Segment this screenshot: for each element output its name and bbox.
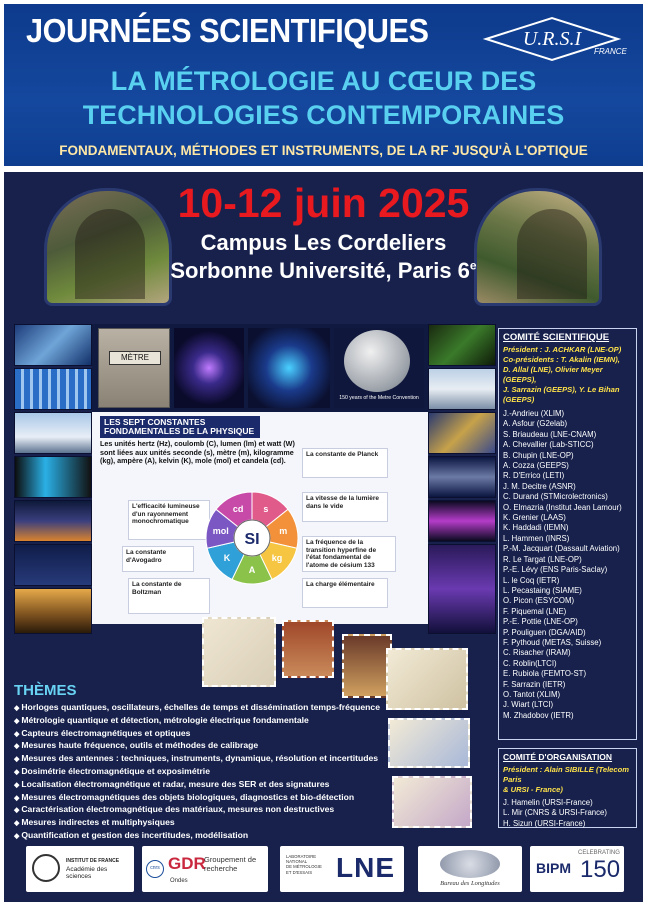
title-line-a: LA MÉTROLOGIE AU CŒUR DES xyxy=(110,66,537,96)
theme-item xyxy=(14,804,370,817)
theme-text: Métrologie quantique et détection, métrologie électrique fondamentale xyxy=(21,714,309,725)
committee-member: L. Pecastaing (SIAME) xyxy=(503,585,582,595)
constant-c-title: La vitesse de la lumière dans le vide xyxy=(306,495,379,510)
theme-text: Localisation électromagnétique et radar, mesure des SER et des signatures xyxy=(21,778,330,789)
bipm-caption: 150 years of the Metre Convention xyxy=(339,395,419,401)
lne-line1: LABORATOIRE xyxy=(286,854,317,859)
committee-member: A. Cozza (GEEPS) xyxy=(503,461,569,471)
lne-line2: NATIONAL xyxy=(286,859,308,865)
committee-member: F. Sarrazin (IETR) xyxy=(503,679,566,689)
committee-member: K. Haddadi (IEMN) xyxy=(503,523,569,533)
ursi-france-logo xyxy=(482,14,627,64)
committee-member: J.-Andrieu (XLIM) xyxy=(503,409,565,418)
theme-item xyxy=(14,792,370,805)
ursi-logo-text: U.R.S.I xyxy=(522,28,582,50)
committee-member: J. M. Decitre (ASNR) xyxy=(503,481,576,491)
partner-logos-bar xyxy=(4,840,643,902)
si-units-wheel xyxy=(204,490,300,586)
organising-president-line: Président : Alain SIBILLE (Telecom Paris xyxy=(503,765,630,784)
committee-member: C. Risacher (IRAM) xyxy=(503,648,571,658)
strip-photo-technician xyxy=(428,368,496,410)
theme-text: Horloges quantiques, oscillateurs, échelles de temps et dissémination temps-fréquence xyxy=(21,702,380,712)
committee-member: R. Le Targat (LNE-OP) xyxy=(503,554,582,564)
constant-e-box xyxy=(302,578,388,608)
center-top-photos xyxy=(92,324,428,412)
constant-kcd-box xyxy=(128,500,210,540)
diamond-bullet-icon: ◆ xyxy=(14,820,22,828)
bureau-longitudes-logo xyxy=(418,846,522,892)
gdr-text: GDR xyxy=(168,854,206,873)
constant-na-box xyxy=(122,546,194,572)
theme-item xyxy=(14,766,370,779)
theme-text: Quantification et gestion des incertitudes, modélisation xyxy=(21,829,249,840)
constants-intro: Les unités hertz (Hz), coulomb (C), lumen (lm) et watt (W) sont liées aux unités seconde (s), mètre (m), kilogramme (kg), ampère (A), kelvin (K), mole (mol) et candela (cd). xyxy=(100,439,295,465)
diamond-bullet-icon: ◆ xyxy=(14,768,22,776)
stamp-envelope-1 xyxy=(202,617,276,687)
organising-president xyxy=(503,765,632,795)
theme-text: Mesures électromagnétiques des objets biologiques, diagnostics et bio-détection xyxy=(21,791,355,802)
committee-member: F. Pythoud (METAS, Suisse) xyxy=(503,637,602,647)
theme-item xyxy=(14,817,370,830)
committee-member: P. Pouliguen (DGA/AID) xyxy=(503,627,586,637)
si-unit-label: kg xyxy=(271,552,283,563)
theme-item xyxy=(14,779,370,792)
lne-line4: ET D'ESSAIS xyxy=(286,869,313,875)
si-center-label: SI xyxy=(244,531,260,548)
committee-member: O. Elmazria (Institut Jean Lamour) xyxy=(503,502,622,512)
stamp-envelope-2 xyxy=(386,648,468,710)
themes-title: THÈMES xyxy=(14,682,77,699)
committee-member: P.-E. Lévy (ENS Paris-Saclay) xyxy=(503,565,608,575)
si-constants-panel xyxy=(92,412,428,624)
right-image-strip xyxy=(428,324,500,634)
diamond-bullet-icon: ◆ xyxy=(14,717,22,725)
ursi-logo-country: FRANCE xyxy=(594,47,627,56)
organising-committee xyxy=(498,748,637,828)
metre-plaque-label: MÈTRE xyxy=(109,351,161,365)
committee-member: P.-E. Pottie (LNE-OP) xyxy=(503,617,578,627)
committee-member: K. Grenier (LAAS) xyxy=(503,513,566,523)
committee-member: E. Rubiola (FEMTO-ST) xyxy=(503,669,587,679)
committee-member: J. Wiart (LTCI) xyxy=(503,700,554,710)
strip-photo-circuit xyxy=(428,324,496,366)
diamond-bullet-icon: ◆ xyxy=(14,794,22,802)
theme-text: Mesures des antennes : techniques, instruments, dynamique, résolution et incertitudes xyxy=(21,753,379,764)
lne-text: LNE xyxy=(336,852,395,883)
constant-h-box xyxy=(302,448,388,478)
si-unit-label: K xyxy=(223,552,231,563)
committee-member: S. Briaudeau (LNE-CNAM) xyxy=(503,429,597,439)
theme-text: Mesures haute fréquence, outils et méthodes de calibrage xyxy=(21,740,259,751)
organising-member: H. Sizun (URSI-France) xyxy=(503,818,586,828)
bipm-150-logo xyxy=(530,846,624,892)
diamond-bullet-icon: ◆ xyxy=(14,756,22,764)
committee-member: P.-M. Jacquart (Dassault Aviation) xyxy=(503,544,620,554)
committee-member: M. Zhadobov (IETR) xyxy=(503,710,574,720)
committee-copresident-line: D. Allal (LNE), Olivier Meyer (GEEPS), xyxy=(503,365,603,384)
committee-member: O. Tantot (XLIM) xyxy=(503,689,561,699)
constant-c-box xyxy=(302,492,388,522)
diamond-bullet-icon: ◆ xyxy=(14,832,22,840)
scientific-committee xyxy=(498,328,637,740)
strip-photo-antenna xyxy=(14,412,92,454)
committee-member: F. Piquemal (LNE) xyxy=(503,606,567,616)
academie-line2: Académie des sciences xyxy=(66,866,108,880)
header-banner xyxy=(4,4,643,166)
gdr-ondes-logo xyxy=(142,846,268,892)
bipm-celebrating: CELEBRATING xyxy=(578,850,620,856)
themes-section xyxy=(14,682,380,843)
organising-members xyxy=(503,798,632,829)
committee-member: A. Chevallier (Lab-STICC) xyxy=(503,440,594,450)
bipm-150-text: 150 xyxy=(580,856,621,883)
theme-item xyxy=(14,702,380,715)
committee-member: C. Durand (STMicrolectronics) xyxy=(503,492,608,502)
globe-icon xyxy=(440,850,500,878)
strip-photo-radio-tower xyxy=(14,500,92,542)
strip-photo-lab xyxy=(14,324,92,366)
themes-list xyxy=(14,702,380,843)
metre-plaque-photo xyxy=(98,328,170,408)
constant-dvcs-box xyxy=(302,536,396,572)
strip-photo-laser xyxy=(14,456,92,498)
committee-member: O. Picon (ESYCOM) xyxy=(503,596,575,606)
main-panel xyxy=(4,172,643,880)
theme-text: Dosimétrie électromagnétique et exposimétrie xyxy=(21,765,210,776)
academie-line1: INSTITUT DE FRANCE xyxy=(66,858,120,864)
diamond-bullet-icon: ◆ xyxy=(14,781,22,789)
committee-copresident-line: (GEEPS) xyxy=(503,395,535,404)
committee-copresident-line: J. Sarrazin (GEEPS), Y. Le Bihan xyxy=(503,385,620,394)
committee-member: L. Hammen (INRS) xyxy=(503,533,570,543)
theme-item xyxy=(14,740,370,753)
strip-photo-laser-beam xyxy=(428,544,496,634)
organising-president-line: & URSI - France) xyxy=(503,785,563,794)
gdr-subtext: Groupement de recherche xyxy=(204,855,257,873)
stamp-envelope-3 xyxy=(388,718,470,768)
theme-item xyxy=(14,715,370,728)
atom-illustration xyxy=(174,328,244,408)
venue-university-text: Sorbonne Université, Paris 6 xyxy=(170,258,470,283)
lne-logo xyxy=(280,846,404,892)
theme-text: Mesures indirectes et multiphysiques xyxy=(21,817,175,828)
strip-photo-instrument xyxy=(428,412,496,454)
committee-members xyxy=(503,409,632,721)
bipm-text: BIPM xyxy=(536,860,571,876)
venue-university xyxy=(4,258,643,284)
constant-kcd-title: L'efficacité lumineuse d'un rayonnement monochromatique xyxy=(132,503,200,525)
cnrs-icon: cnrs xyxy=(146,860,164,878)
committee-member: A. Asfour (G2elab) xyxy=(503,419,568,429)
organising-member: J. Hamelin (URSI-France) xyxy=(503,798,593,807)
theme-item xyxy=(14,728,370,741)
center-illustration-panel xyxy=(92,324,428,624)
network-illustration xyxy=(248,328,330,408)
constant-na-title: La constante d'Avogadro xyxy=(126,549,167,564)
constants-title: LES SEPT CONSTANTES FONDAMENTALES DE LA PHYSIQUE xyxy=(100,416,260,438)
lne-line3: DE MÉTROLOGIE xyxy=(286,864,322,870)
strip-photo-space-station xyxy=(428,456,496,498)
committee-copresidents xyxy=(503,355,632,405)
constant-k-box xyxy=(128,578,210,614)
constant-e-title: La charge élémentaire xyxy=(306,581,375,588)
organising-committee-title: COMITÉ D'ORGANISATION xyxy=(503,752,613,762)
committee-member: C. Roblin(LTCI) xyxy=(503,658,557,668)
longitudes-text: Bureau des Longitudes xyxy=(440,880,500,887)
strip-photo-optics xyxy=(428,500,496,542)
gdr-ondes: Ondes xyxy=(170,878,188,884)
bipm-medal xyxy=(344,330,410,392)
title-line-b: TECHNOLOGIES CONTEMPORAINES xyxy=(82,100,565,130)
constant-h-title: La constante de Planck xyxy=(306,451,379,458)
si-unit-label: cd xyxy=(232,504,244,515)
venue-campus: Campus Les Cordeliers xyxy=(200,230,447,255)
constant-dvcs-title: La fréquence de la transition hyperfine de l'état fondamental de l'atome de césium 133 xyxy=(306,539,377,569)
committee-member: L. le Coq (IETR) xyxy=(503,575,560,585)
organising-member: L. Mir (CNRS & URSI-France) xyxy=(503,808,607,818)
diamond-bullet-icon: ◆ xyxy=(14,743,22,751)
theme-text: Capteurs électromagnétiques et optiques xyxy=(21,727,191,738)
event-date: 10-12 juin 2025 xyxy=(177,180,470,226)
constant-k-title: La constante de Boltzman xyxy=(132,581,182,596)
strip-photo-anechoic-chamber xyxy=(14,368,92,410)
si-unit-label: mol xyxy=(212,525,229,536)
left-image-strip xyxy=(14,324,92,634)
strip-photo-sunset-tower xyxy=(14,588,92,634)
si-unit-label: s xyxy=(263,504,269,515)
academie-sciences-logo xyxy=(26,846,134,892)
committee-copresident-line: Co-présidents : T. Akalin (IEMN), xyxy=(503,355,620,364)
theme-text: Caractérisation électromagnétique des matériaux, mesures non destructives xyxy=(21,804,335,815)
academie-seal-icon xyxy=(32,854,60,882)
diamond-bullet-icon: ◆ xyxy=(14,705,22,712)
strip-photo-satellite xyxy=(14,544,92,586)
diamond-bullet-icon: ◆ xyxy=(14,730,22,738)
committee-member: R. D'Errico (LETI) xyxy=(503,471,565,481)
committee-member: B. Chupin (LNE-OP) xyxy=(503,450,574,460)
stamp-2 xyxy=(282,620,334,678)
lne-subtext xyxy=(286,854,334,875)
si-unit-label: A xyxy=(248,565,256,575)
subtitle: FONDAMENTAUX, MÉTHODES ET INSTRUMENTS, DE LA RF JUSQU'À L'OPTIQUE xyxy=(59,143,588,158)
title-metrologie xyxy=(4,64,643,132)
si-unit-label: m xyxy=(279,525,288,536)
diamond-bullet-icon: ◆ xyxy=(14,807,22,815)
theme-item xyxy=(14,753,379,766)
committee-president: Président : J. ACHKAR (LNE-OP) xyxy=(503,345,622,354)
title-journees: JOURNÉES SCIENTIFIQUES xyxy=(26,12,429,49)
scientific-committee-title: COMITÉ SCIENTIFIQUE xyxy=(503,332,610,343)
stamp-envelope-4 xyxy=(392,776,472,828)
venue-superscript: e xyxy=(469,258,477,273)
bipm-medal-photo xyxy=(334,328,424,408)
